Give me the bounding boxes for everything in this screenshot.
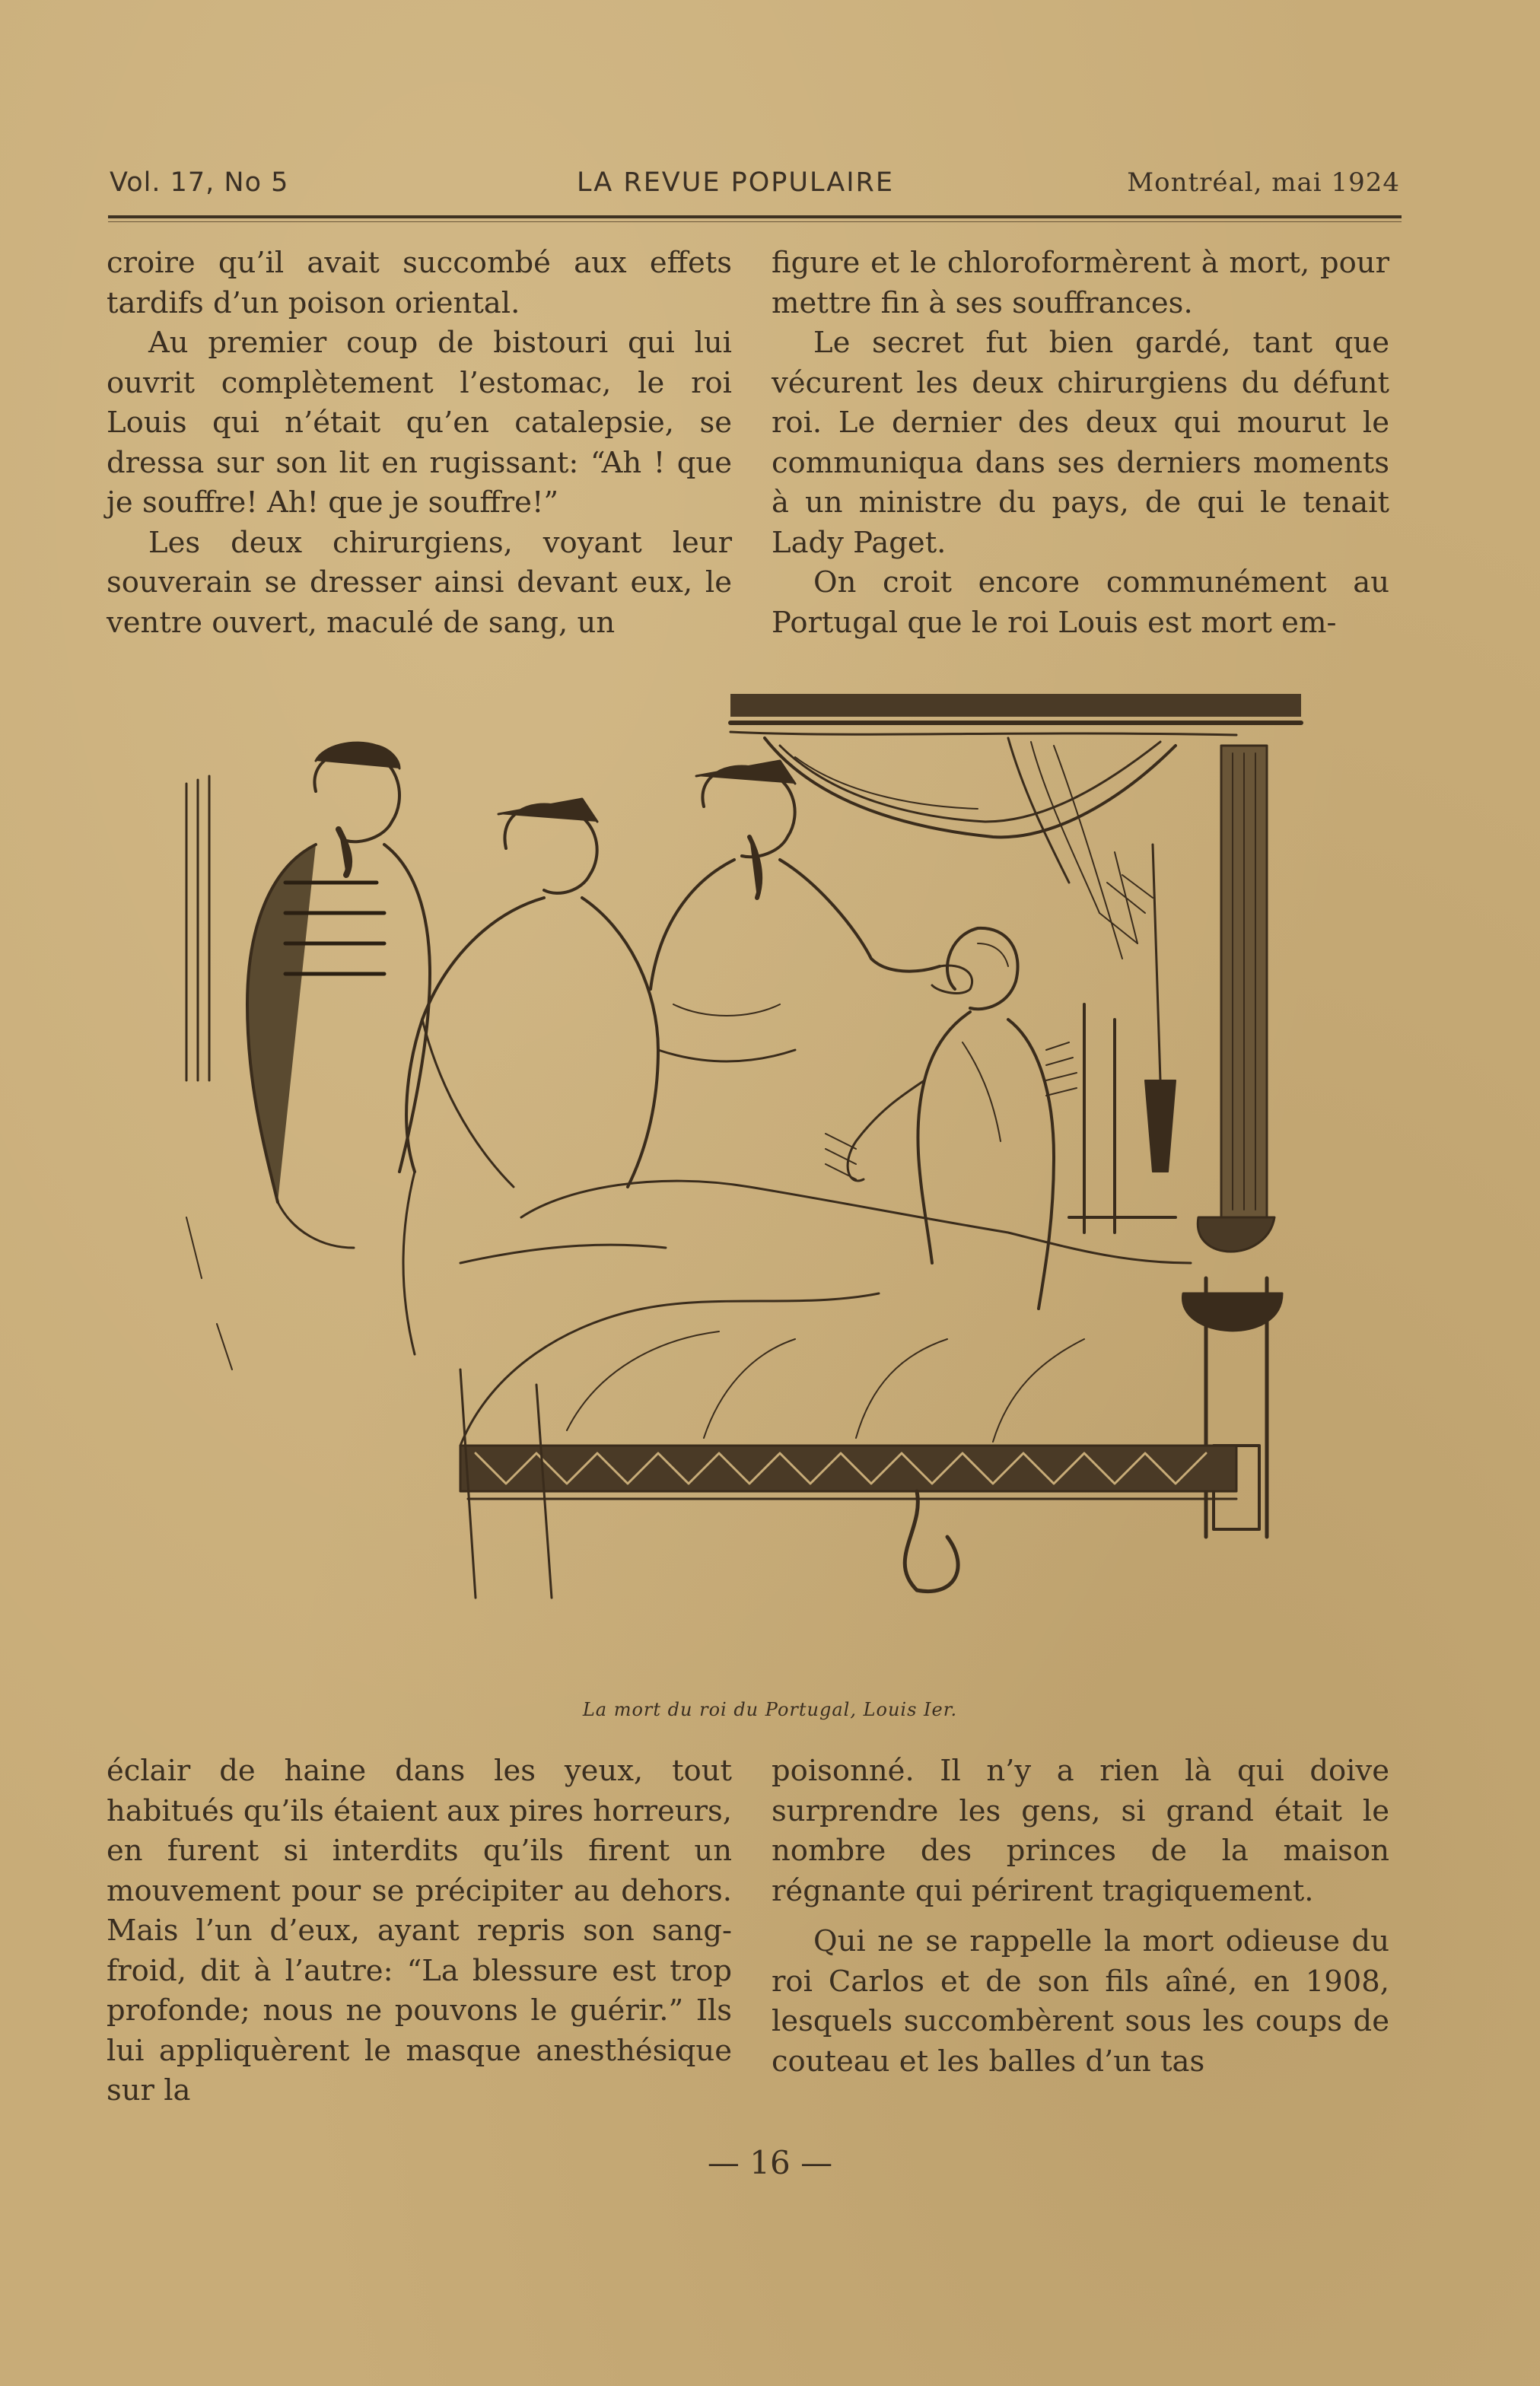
place-date: Montréal, mai 1924 bbox=[1127, 167, 1400, 198]
deathbed-illustration bbox=[171, 685, 1312, 1674]
header-rule-thin bbox=[108, 221, 1402, 222]
paragraph: Le secret fut bien gardé, tant que vécurent les deux chirurgiens du défunt roi. Le dernier des deux qui mourut le communiqua dans ses derniers moments à un ministre du pays, de qui le tenait Lady Paget. bbox=[772, 326, 1389, 560]
top-left-column bbox=[107, 243, 732, 643]
page-number: — 16 — bbox=[707, 2144, 833, 2181]
illustration-caption: La mort du roi du Portugal, Louis Ier. bbox=[582, 1699, 958, 1720]
volume-number: Vol. 17, No 5 bbox=[110, 167, 289, 198]
paragraph: croire qu’il avait succombé aux effets tardifs d’un poison oriental. bbox=[107, 246, 732, 320]
publication-title: LA REVUE POPULAIRE bbox=[577, 167, 894, 198]
paragraph: Les deux chirurgiens, voyant leur souverain se dresser ainsi devant eux, le ventre ouvert, maculé de sang, un bbox=[107, 525, 732, 640]
top-right-column bbox=[772, 243, 1389, 643]
header-rule bbox=[108, 215, 1402, 218]
paragraph: poisonné. Il n’y a rien là qui doive surprendre les gens, si grand était le nombre des princes de la maison régnante qui périrent tragiquement. bbox=[772, 1754, 1389, 1908]
bottom-right-column bbox=[772, 1751, 1389, 2082]
paragraph: Qui ne se rappelle la mort odieuse du roi Carlos et de son fils aîné, en 1908, lesquels succombèrent sous les coups de couteau et les balles d’un tas bbox=[772, 1924, 1389, 2079]
bottom-left-column bbox=[107, 1751, 732, 2111]
paragraph: Au premier coup de bistouri qui lui ouvrit complètement l’estomac, le roi Louis qui n’était qu’en catalepsie, se dressa sur son lit en rugissant: “Ah ! que je souffre! Ah! que je souffre!” bbox=[107, 326, 732, 520]
running-header bbox=[107, 163, 1400, 208]
paragraph: figure et le chloroformèrent à mort, pour mettre fin à ses souffrances. bbox=[772, 246, 1389, 320]
paragraph: éclair de haine dans les yeux, tout habitués qu’ils étaient aux pires horreurs, en furent si interdits qu’ils firent un mouvement pour se précipiter au dehors. Mais l’un d’eux, ayant repris son sang-froid, dit à l’autre: “La blessure est trop profonde; nous ne pouvons le guérir.” Ils lui appliquèrent le masque anesthésique sur la bbox=[107, 1754, 732, 2108]
paragraph: On croit encore communément au Portugal que le roi Louis est mort em- bbox=[772, 565, 1389, 640]
